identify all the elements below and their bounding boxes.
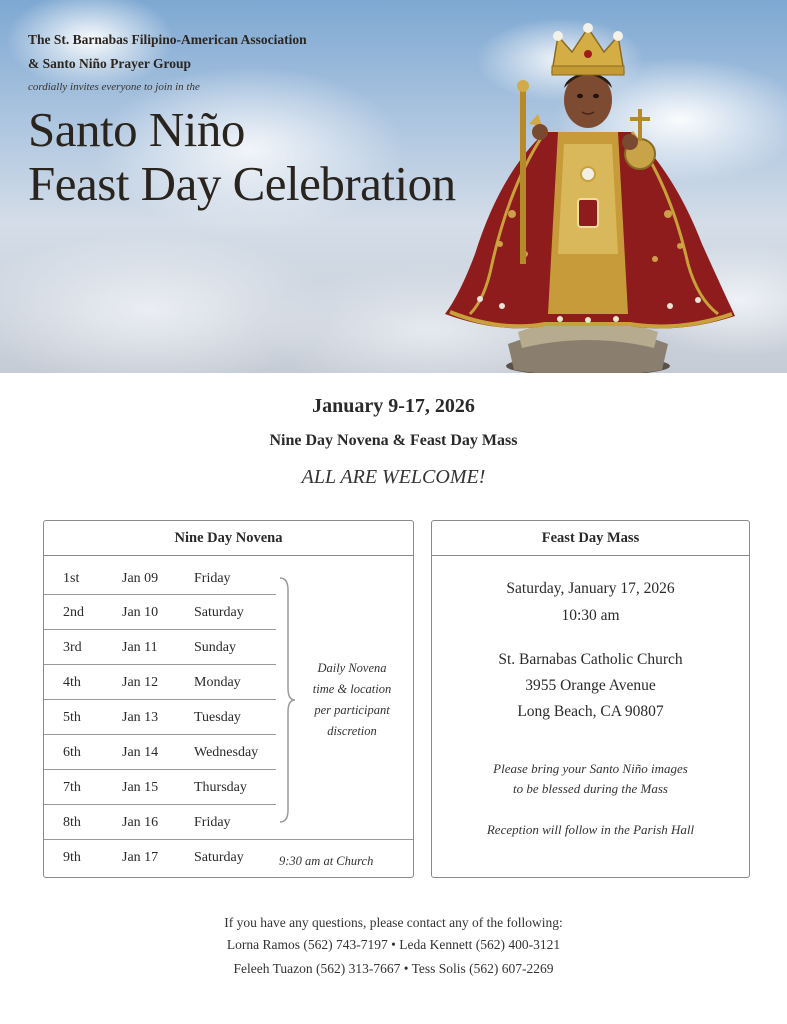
novena-day-date: Jan 17 [122, 850, 159, 865]
novena-day-weekday: Thursday [194, 780, 247, 795]
title-line-1: Santo Niño [28, 102, 245, 157]
note-line: per participant [314, 703, 390, 717]
santo-nino-statue-illustration [440, 14, 750, 373]
row-divider [44, 699, 276, 700]
row-divider [44, 664, 276, 665]
novena-day-date: Jan 11 [122, 640, 158, 655]
curly-brace [278, 576, 296, 824]
contacts-line-2: Feleeh Tuazon (562) 313-7667 • Tess Solis (562) 607-2269 [233, 961, 554, 976]
novena-day-ordinal: 5th [63, 710, 81, 725]
novena-day-weekday: Saturday [194, 850, 244, 865]
invitation-text: cordially invites everyone to join in the [28, 81, 200, 93]
ninth-day-time: 9:30 am at Church [279, 854, 374, 868]
novena-day-weekday: Tuesday [194, 710, 241, 725]
novena-day-ordinal: 9th [63, 850, 81, 865]
novena-day-weekday: Monday [194, 675, 241, 690]
organization-line-2: & Santo Niño Prayer Group [28, 56, 192, 71]
note-line: time & location [312, 682, 392, 696]
novena-schedule-box [43, 520, 414, 878]
church-name: St. Barnabas Catholic Church [498, 651, 683, 668]
contact-intro: If you have any questions, please contact any of the following: [224, 915, 563, 930]
organization-line-1: The St. Barnabas Filipino-American Association [28, 32, 307, 47]
novena-day-ordinal: 8th [63, 815, 81, 830]
note-line: Daily Novena [317, 661, 387, 675]
novena-day-date: Jan 09 [122, 571, 159, 586]
novena-day-ordinal: 4th [63, 675, 81, 690]
row-divider [44, 839, 413, 840]
novena-day-date: Jan 14 [122, 745, 159, 760]
novena-day-date: Jan 15 [122, 780, 159, 795]
feast-mass-box [431, 520, 750, 878]
row-divider [44, 734, 276, 735]
novena-day-ordinal: 1st [63, 571, 80, 586]
novena-heading: Nine Day Novena [44, 521, 413, 556]
novena-day-ordinal: 3rd [63, 640, 82, 655]
novena-day-date: Jan 16 [122, 815, 159, 830]
novena-day-weekday: Saturday [194, 605, 244, 620]
novena-day-ordinal: 6th [63, 745, 81, 760]
event-dates: January 9-17, 2026 [312, 395, 475, 417]
novena-day-weekday: Wednesday [194, 745, 259, 760]
novena-day-date: Jan 12 [122, 675, 159, 690]
row-divider [44, 769, 276, 770]
church-address: 3955 Orange Avenue [525, 677, 656, 694]
event-subtitle: Nine Day Novena & Feast Day Mass [269, 432, 518, 449]
row-divider [44, 804, 276, 805]
bring-images-line-1: Please bring your Santo Niño images [493, 761, 688, 776]
church-city: Long Beach, CA 90807 [517, 703, 664, 720]
title-line-2: Feast Day Celebration [28, 156, 456, 211]
novena-day-ordinal: 2nd [63, 605, 84, 620]
row-divider [44, 594, 276, 595]
novena-day-weekday: Friday [194, 571, 231, 586]
novena-day-date: Jan 10 [122, 605, 159, 620]
hero-banner [0, 0, 787, 373]
mass-date: Saturday, January 17, 2026 [506, 580, 675, 597]
row-divider [44, 629, 276, 630]
mass-time: 10:30 am [561, 607, 620, 624]
novena-day-weekday: Friday [194, 815, 231, 830]
welcome-text: ALL ARE WELCOME! [301, 466, 486, 488]
novena-day-date: Jan 13 [122, 710, 159, 725]
daily-novena-note [302, 658, 402, 742]
mass-heading: Feast Day Mass [432, 521, 749, 556]
reception-note: Reception will follow in the Parish Hall [486, 822, 695, 837]
hero-text [28, 28, 456, 211]
novena-day-weekday: Sunday [194, 640, 236, 655]
novena-day-ordinal: 7th [63, 780, 81, 795]
bring-images-line-2: to be blessed during the Mass [513, 781, 668, 796]
contacts-line-1: Lorna Ramos (562) 743-7197 • Leda Kennett (562) 400-3121 [226, 937, 561, 952]
note-line: discretion [327, 724, 377, 738]
